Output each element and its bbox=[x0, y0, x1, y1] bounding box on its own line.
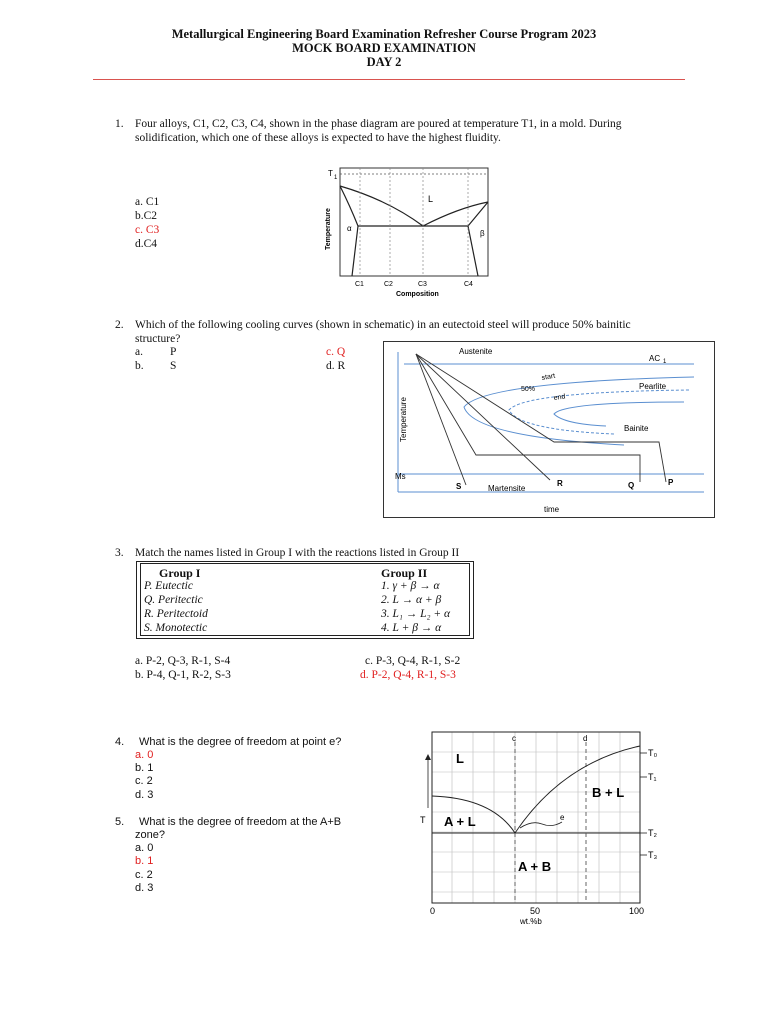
q2-fig-bainite: Bainite bbox=[624, 424, 649, 433]
q1-fig-xlabel: Composition bbox=[396, 291, 439, 298]
q5-number: 5. bbox=[115, 816, 125, 828]
q45-fig-al: A + L bbox=[444, 814, 476, 829]
q2-number: 2. bbox=[115, 319, 124, 331]
q3-group2-item: 2. L → α + β bbox=[381, 594, 442, 606]
q2-option-b-label: b. bbox=[135, 360, 144, 372]
q1-fig-tick-c4: C4 bbox=[464, 281, 473, 288]
q45-fig-t2: T₂ bbox=[648, 828, 657, 838]
q45-fig-e: e bbox=[560, 813, 565, 822]
q4-option-b: b. 1 bbox=[135, 762, 154, 774]
q3-group1-header: Group I bbox=[159, 566, 201, 580]
q3-number: 3. bbox=[115, 547, 124, 559]
q1-number: 1. bbox=[115, 118, 124, 130]
q4-number: 4. bbox=[115, 736, 125, 748]
q45-fig-t0: T₀ bbox=[648, 748, 658, 758]
q3-text: Match the names listed in Group I with the reactions listed in Group II bbox=[135, 547, 460, 559]
q2-fig-start: start bbox=[541, 372, 556, 382]
q45-fig-x0: 0 bbox=[430, 906, 436, 916]
q2-option-a-value: P bbox=[170, 346, 177, 358]
q2-fig-ms: Ms bbox=[395, 472, 406, 481]
header-day: DAY 2 bbox=[366, 55, 402, 69]
q2-option-b-value: S bbox=[170, 360, 177, 372]
q1-phase-diagram bbox=[318, 160, 498, 300]
q1-fig-beta: β bbox=[480, 229, 485, 238]
q1-option-c: c. C3 bbox=[135, 224, 160, 236]
q2-ttt-diagram bbox=[383, 341, 715, 518]
q5-option-a: a. 0 bbox=[135, 842, 154, 854]
q3-group1-item: R. Peritectoid bbox=[144, 608, 208, 620]
q3-option-a: a. P-2, Q-3, R-1, S-4 bbox=[135, 655, 231, 667]
q1-option-b: b.C2 bbox=[135, 210, 158, 222]
q2-fig-q: Q bbox=[628, 481, 635, 490]
q3-group2-item: 4. L + β → α bbox=[381, 622, 442, 634]
q3-group2-item: 3. L₁ → L₂ + α bbox=[381, 608, 451, 620]
q2-fig-ylabel: Temperature bbox=[399, 397, 408, 442]
q2-fig-p: P bbox=[668, 478, 674, 487]
q1-option-d: d.C4 bbox=[135, 238, 158, 250]
q4-option-c: c. 2 bbox=[135, 775, 153, 787]
q2-fig-ac-sub: 1 bbox=[663, 359, 667, 365]
q45-fig-x100: 100 bbox=[629, 906, 645, 916]
q2-text-line2: structure? bbox=[135, 333, 181, 345]
q45-fig-d: d bbox=[583, 734, 588, 743]
q2-fig-ac: AC bbox=[649, 354, 661, 363]
header-subtitle: MOCK BOARD EXAMINATION bbox=[292, 41, 476, 55]
q45-phase-diagram bbox=[412, 728, 692, 928]
q5-option-b: b. 1 bbox=[135, 855, 154, 867]
q1-fig-ylabel: Temperature bbox=[325, 208, 332, 250]
q2-option-a-label: a. bbox=[135, 346, 143, 358]
q45-fig-c: c bbox=[512, 734, 516, 743]
q3-group1-item: S. Monotectic bbox=[144, 622, 208, 634]
q3-group1-item: P. Eutectic bbox=[144, 580, 193, 592]
q45-fig-xlabel: wt.%b bbox=[520, 917, 542, 926]
q1-fig-tick-c2: C2 bbox=[384, 281, 393, 288]
q45-fig-ab: A + B bbox=[518, 859, 552, 874]
q1-fig-alpha: α bbox=[347, 224, 352, 233]
q5-option-c: c. 2 bbox=[135, 869, 153, 881]
q2-fig-s: S bbox=[456, 482, 462, 491]
q1-fig-tick-c3: C3 bbox=[418, 281, 427, 288]
q3-group2-header: Group II bbox=[381, 566, 428, 580]
q4-text: What is the degree of freedom at point e? bbox=[139, 736, 342, 748]
header-title: Metallurgical Engineering Board Examination Refresher Course Program 2023 bbox=[171, 27, 597, 41]
q1-fig-l: L bbox=[428, 194, 434, 204]
q2-fig-pearlite: Pearlite bbox=[639, 382, 667, 391]
q45-fig-t: T bbox=[420, 815, 426, 825]
q3-group1-item: Q. Peritectic bbox=[144, 594, 203, 606]
q2-fig-r: R bbox=[557, 479, 563, 488]
q2-fig-martensite: Martensite bbox=[488, 484, 526, 493]
header-divider bbox=[93, 79, 685, 80]
q2-fig-time: time bbox=[544, 505, 560, 514]
q3-match-table-inner bbox=[140, 563, 470, 636]
q3-option-b: b. P-4, Q-1, R-2, S-3 bbox=[135, 669, 231, 681]
q4-option-a: a. 0 bbox=[135, 749, 154, 761]
q1-fig-t1-sub: 1 bbox=[334, 175, 338, 181]
q1-fig-tick-c1: C1 bbox=[355, 281, 364, 288]
q3-group2-item: 1. γ + β → α bbox=[381, 580, 440, 592]
q5-option-d: d. 3 bbox=[135, 882, 154, 894]
q1-option-a: a. C1 bbox=[135, 196, 160, 208]
q4-option-d: d. 3 bbox=[135, 789, 154, 801]
q2-option-d: d. R bbox=[326, 360, 346, 372]
q2-option-c: c. Q bbox=[326, 346, 346, 358]
q5-text-line1: What is the degree of freedom at the A+B bbox=[139, 816, 342, 828]
q2-text-line1: Which of the following cooling curves (shown in schematic) in an eutectoid steel will produce 50% bainitic bbox=[135, 319, 631, 331]
q2-fig-50: 50% bbox=[521, 386, 536, 393]
q1-fig-t1: T bbox=[328, 169, 333, 178]
q45-fig-x50: 50 bbox=[530, 906, 541, 916]
q3-option-c: c. P-3, Q-4, R-1, S-2 bbox=[365, 655, 461, 667]
q2-fig-austenite: Austenite bbox=[459, 347, 493, 356]
q3-match-table bbox=[136, 561, 474, 639]
q3-option-d: d. P-2, Q-4, R-1, S-3 bbox=[360, 669, 456, 681]
q45-fig-bl: B + L bbox=[592, 785, 625, 800]
q5-text-line2: zone? bbox=[135, 829, 165, 841]
q45-fig-t3: T₃ bbox=[648, 850, 658, 860]
q45-fig-t1: T₁ bbox=[648, 772, 657, 782]
q2-fig-end: end bbox=[553, 393, 566, 402]
q1-text-line2: solidification, which one of these alloys is expected to have the highest fluidity. bbox=[135, 132, 501, 144]
q45-fig-l: L bbox=[456, 751, 464, 766]
q1-text-line1: Four alloys, C1, C2, C3, C4, shown in the phase diagram are poured at temperature T1, in a mold. During bbox=[135, 118, 622, 130]
